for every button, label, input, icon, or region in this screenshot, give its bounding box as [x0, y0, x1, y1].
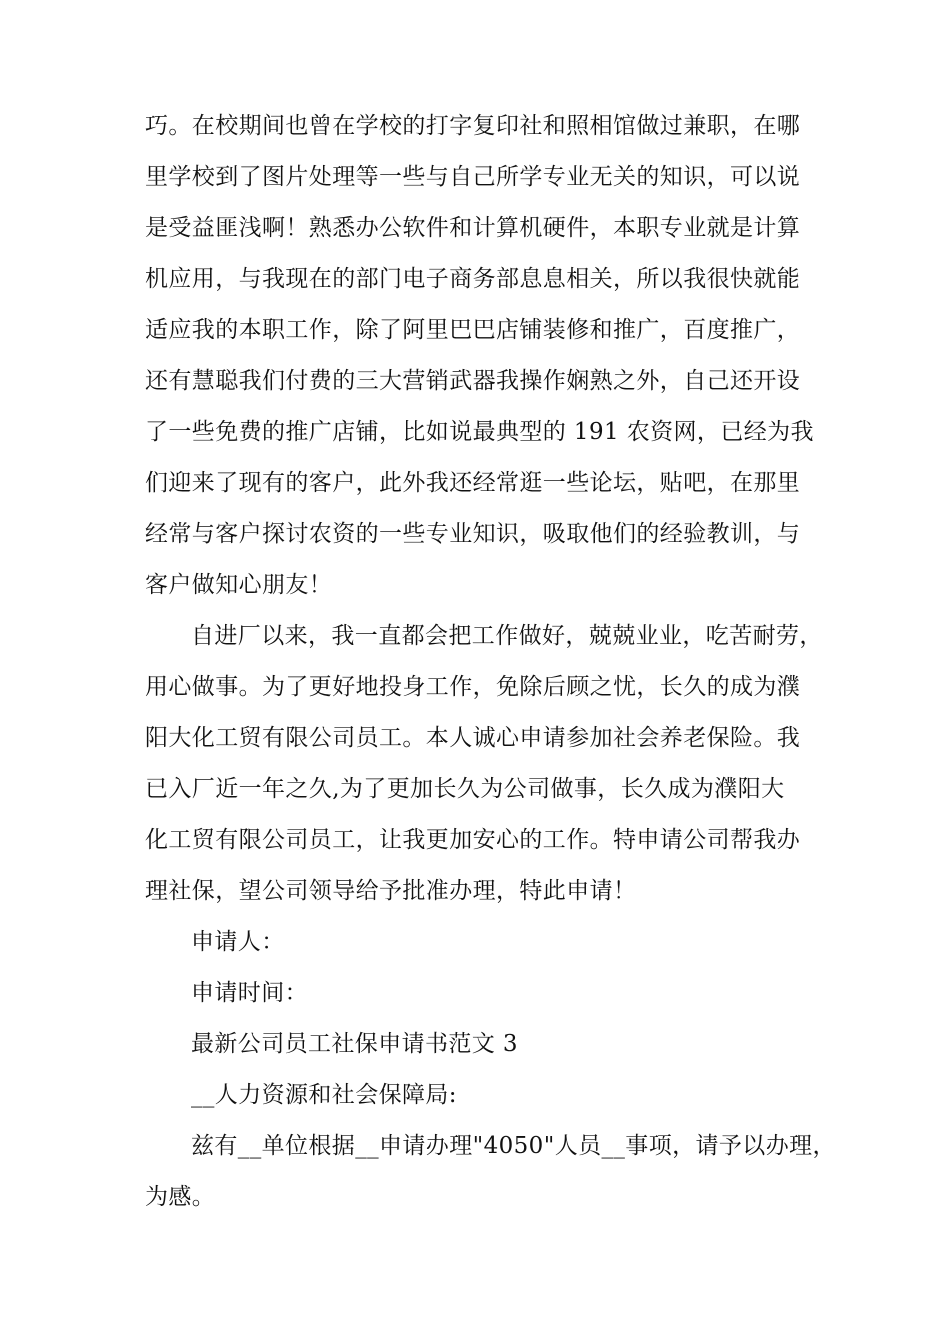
section-title: 最新公司员工社保申请书范文 3 — [191, 1031, 518, 1057]
paragraph-line: 们迎来了现有的客户，此外我还经常逛一些论坛，贴吧，在那里 — [145, 470, 801, 496]
paragraph-line: 机应用，与我现在的部门电子商务部息息相关，所以我很快就能 — [145, 266, 801, 292]
addressee: __人力资源和社会保障局: — [191, 1082, 457, 1108]
paragraph-line: 为感。 — [145, 1184, 216, 1210]
date-label: 申请时间： — [191, 980, 308, 1006]
paragraph-line: 客户做知心朋友！ — [145, 572, 333, 598]
paragraph-line: 理社保，望公司领导给予批准办理，特此申请！ — [145, 878, 637, 904]
paragraph-2 — [145, 611, 823, 917]
paragraph-line: 是受益匪浅啊！熟悉办公软件和计算机硬件，本职专业就是计算 — [145, 215, 801, 241]
paragraph-line: 自进厂以来，我一直都会把工作做好，兢兢业业，吃苦耐劳， — [191, 623, 823, 649]
paragraph-line: 还有慧聪我们付费的三大营销武器我操作娴熟之外，自己还开设 — [145, 368, 801, 394]
paragraph-line: 经常与客户探讨农资的一些专业知识，吸取他们的经验教训，与 — [145, 521, 801, 547]
paragraph-1 — [145, 101, 815, 611]
paragraph-line: 了一些免费的推广店铺，比如说最典型的 191 农资网，已经为我 — [145, 419, 814, 445]
paragraph-line: 阳大化工贸有限公司员工。本人诚心申请参加社会养老保险。我 — [145, 725, 801, 751]
paragraph-line: 适应我的本职工作，除了阿里巴巴店铺装修和推广，百度推广， — [145, 317, 801, 343]
applicant-label: 申请人： — [191, 929, 285, 955]
paragraph-line: 化工贸有限公司员工，让我更加安心的工作。特申请公司帮我办 — [145, 827, 801, 853]
paragraph-line: 巧。在校期间也曾在学校的打字复印社和照相馆做过兼职，在哪 — [145, 113, 801, 139]
paragraph-3 — [145, 1121, 836, 1223]
paragraph-line: 兹有__单位根据__申请办理"4050"人员__事项，请予以办理， — [191, 1133, 836, 1159]
document-body — [145, 101, 836, 1223]
paragraph-line: 用心做事。为了更好地投身工作，免除后顾之忧，长久的成为濮 — [145, 674, 801, 700]
paragraph-line: 已入厂近一年之久,为了更加长久为公司做事，长久成为濮阳大 — [145, 776, 785, 802]
paragraph-line: 里学校到了图片处理等一些与自己所学专业无关的知识，可以说 — [145, 164, 801, 190]
